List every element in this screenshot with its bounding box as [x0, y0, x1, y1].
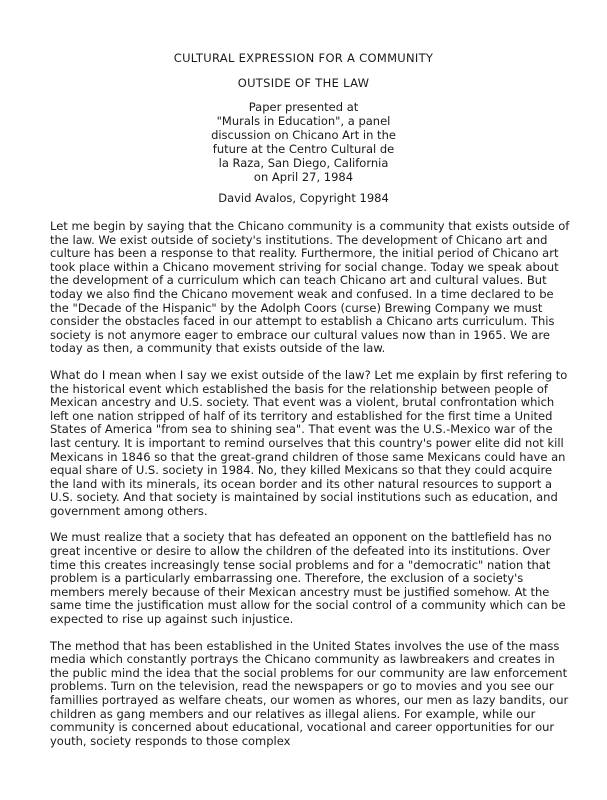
- body-paragraph: What do I mean when I say we exist outside of the law? Let me explain by first refering to the historical event which established the basis for the relationship between people of Mexican ancestry and U.S. society. That event was a violent, brutal confrontation which left one nation stripped of half of its territory and established for the first time a United States of America "from sea to shining sea". That event was the U.S.-Mexico war of the last century. It is important to remind ourselves that this country's power elite did not kill Mexicans in 1846 so that the great-grand children of those same Mexicans could have an equal share of U.S. society in 1984. No, they killed Mexicans so that they could acquire the land with its minerals, its ocean border and its other natural resources to support a U.S. society. And that society is maintained by social institutions such as education, and government among others.: [50, 367, 568, 518]
- body-paragraph: The method that has been established in the United States involves the use of the mass media which constantly portrays the Chicano community as lawbreakers and creates in the public mind the idea that the social problems for our community are law enforcement problems. Turn on the television, read the newspapers or go to movies and you see our famillies portrayed as welfare cheats, our women as whores, our men as lazy bandits, our children as gang members and our relatives as illegal aliens. For example, while our community is concerned about educational, vocational and career opportunities for our youth, society responds to those complex: [50, 638, 569, 748]
- document-subtitle: OUTSIDE OF THE LAW: [237, 76, 370, 90]
- presentation-note: [0, 100, 607, 184]
- author-copyright: David Avalos, Copyright 1984: [218, 191, 389, 205]
- body-paragraph: We must realize that a society that has defeated an opponent on the battlefield has no great incentive or desire to allow the children of the defeated into its institutions. Over time this creates increasingly tense social problems and for a "democratic" nation that problem is a particularly embarrassing one. Therefore, the exclusion of a society's members merely because of their Mexican ancestry must be justified somehow. At the same time the justification must allow for the social control of a community which can be expected to rise up against such injustice.: [50, 530, 566, 627]
- presentation-line: Paper presented at: [248, 100, 359, 114]
- document-body: [50, 220, 572, 761]
- presentation-line: discussion on Chicano Art in the: [211, 128, 396, 142]
- presentation-line: future at the Centro Cultural de: [212, 142, 395, 156]
- document-header: [0, 52, 607, 205]
- document-title: CULTURAL EXPRESSION FOR A COMMUNITY: [173, 51, 434, 65]
- presentation-line: la Raza, San Diego, California: [218, 156, 389, 170]
- body-paragraph: Let me begin by saying that the Chicano community is a community that exists outside of the law. We exist outside of society's institutions. The development of Chicano art and culture has been a response to that reality. Furthermore, the initial period of Chicano art took place within a Chicano movement striving for social change. Today we speak about the development of a curriculum which can teach Chicano art and cultural values. But today we also find the Chicano movement weak and confused. In a time declared to be the "Decade of the Hispanic" by the Adolph Coors (curse) Brewing Company we must consider the obstacles faced in our attempt to establish a Chicano arts curriculum. This society is not anymore eager to embrace our cultural values now than in 1965. We are today as then, a community that exists outside of the law.: [50, 219, 570, 356]
- presentation-line: "Murals in Education", a panel: [216, 114, 391, 128]
- presentation-line: on April 27, 1984: [253, 170, 354, 184]
